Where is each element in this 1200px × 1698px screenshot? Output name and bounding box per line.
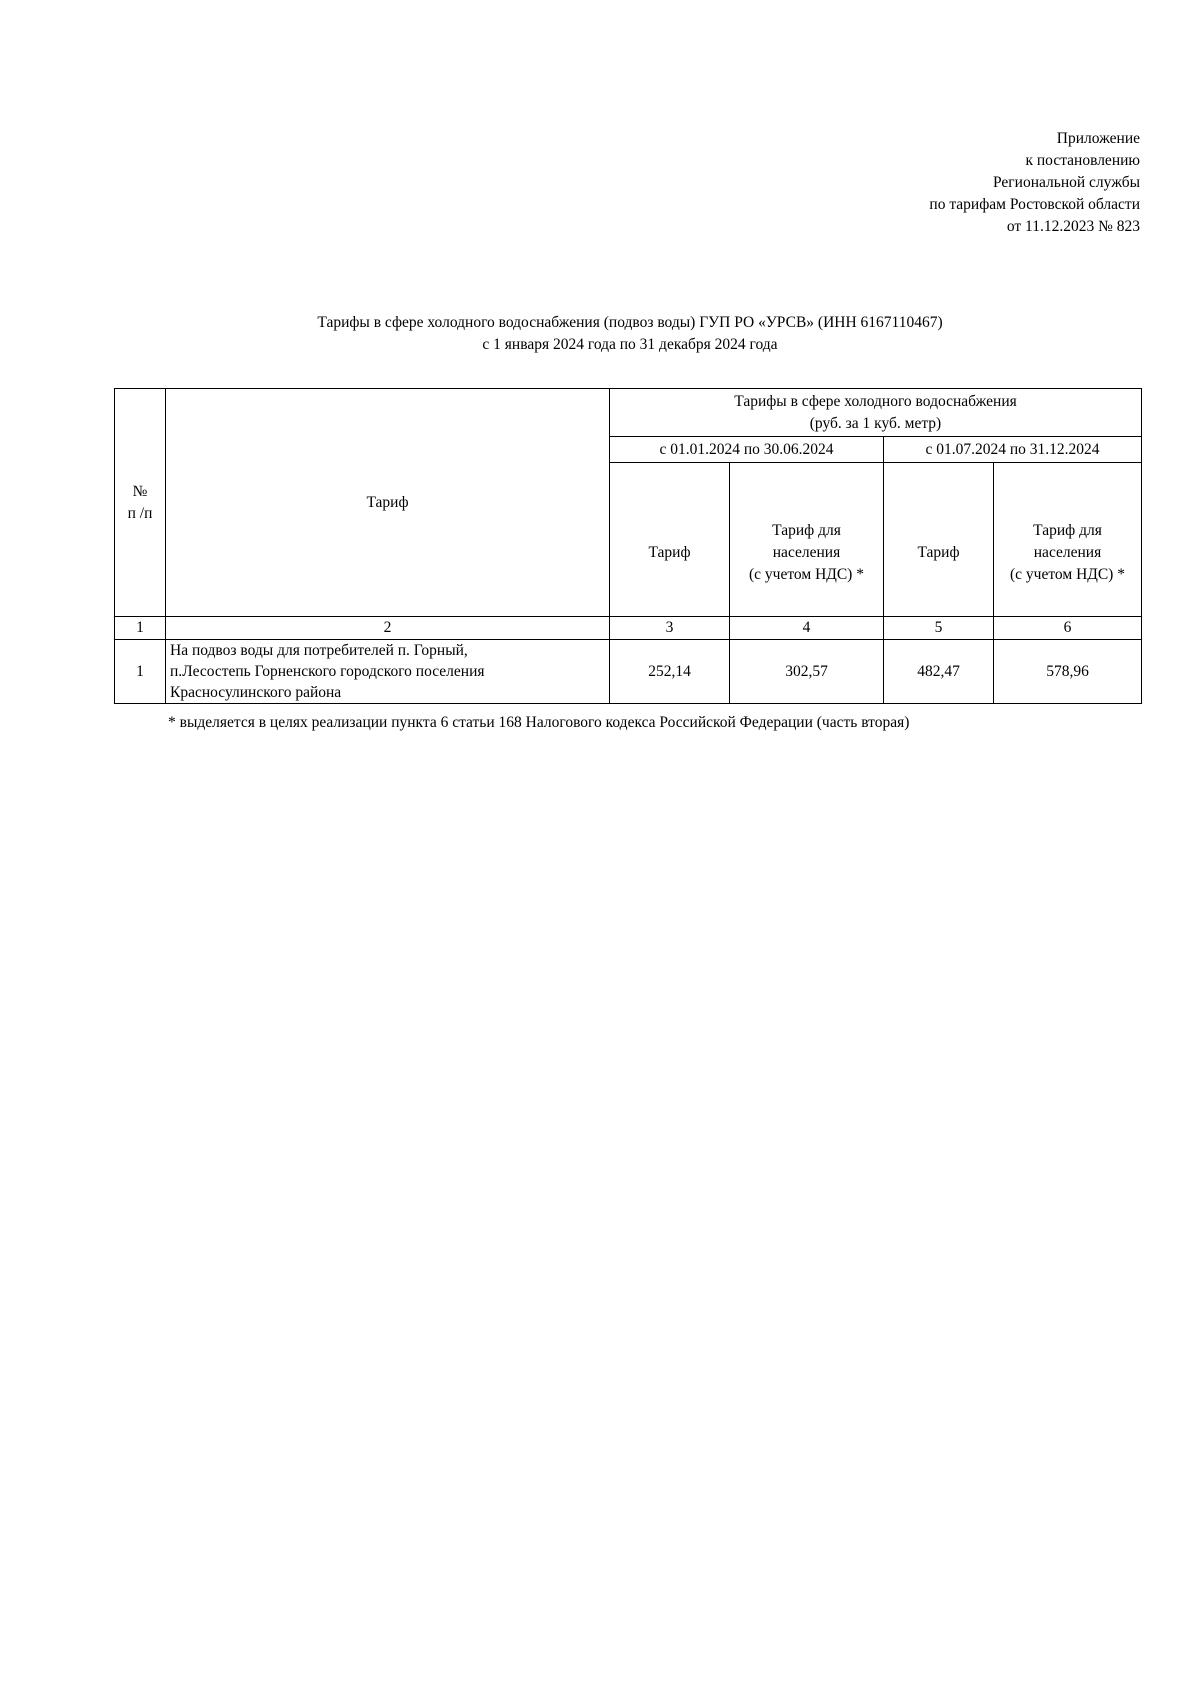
- header-col-population: Тариф для населения (с учетом НДС) *: [730, 463, 884, 617]
- header-group: Тарифы в сфере холодного водоснабжения (руб. за 1 куб. метр): [610, 389, 1142, 437]
- appendix-line: Региональной службы: [993, 174, 1140, 191]
- row-value: 252,14: [610, 640, 730, 704]
- header-col-tariff: Тариф: [610, 463, 730, 617]
- title-line-1: Тарифы в сфере холодного водоснабжения (подвоз воды) ГУП РО «УРСВ» (ИНН 6167110467): [317, 314, 943, 331]
- row-value: 482,47: [884, 640, 994, 704]
- footnote: * выделяется в целях реализации пункта 6 статьи 168 Налогового кодекса Российской Федерации (часть вторая): [168, 714, 910, 731]
- header-period-2: с 01.07.2024 по 31.12.2024: [884, 437, 1142, 463]
- appendix-line: к постановлению: [1025, 152, 1140, 169]
- document-title: [0, 312, 1200, 356]
- header-tariff: Тариф: [166, 389, 610, 617]
- header-period-1: с 01.01.2024 по 30.06.2024: [610, 437, 884, 463]
- column-number: 1: [115, 617, 166, 640]
- header-col-tariff: Тариф: [884, 463, 994, 617]
- appendix-line: от 11.12.2023 № 823: [1006, 218, 1140, 235]
- column-number: 4: [730, 617, 884, 640]
- title-line-2: с 1 января 2024 года по 31 декабря 2024 года: [482, 336, 778, 353]
- row-value: 578,96: [994, 640, 1142, 704]
- table-header-row: [115, 389, 1142, 437]
- column-number: 5: [884, 617, 994, 640]
- row-name: На подвоз воды для потребителей п. Горный, п.Лесостепь Горненского городского поселения Красносулинского района: [166, 640, 610, 704]
- table-row: [115, 640, 1142, 704]
- column-number-row: [115, 617, 1142, 640]
- row-number: 1: [115, 640, 166, 704]
- column-number: 3: [610, 617, 730, 640]
- appendix-line: Приложение: [1056, 130, 1140, 147]
- header-number: № п /п: [115, 389, 166, 617]
- row-value: 302,57: [730, 640, 884, 704]
- column-number: 2: [166, 617, 610, 640]
- column-number: 6: [994, 617, 1142, 640]
- header-col-population: Тариф для населения (с учетом НДС) *: [994, 463, 1142, 617]
- appendix-header: [929, 128, 1140, 238]
- appendix-line: по тарифам Ростовской области: [929, 196, 1140, 213]
- tariff-table: [114, 388, 1142, 704]
